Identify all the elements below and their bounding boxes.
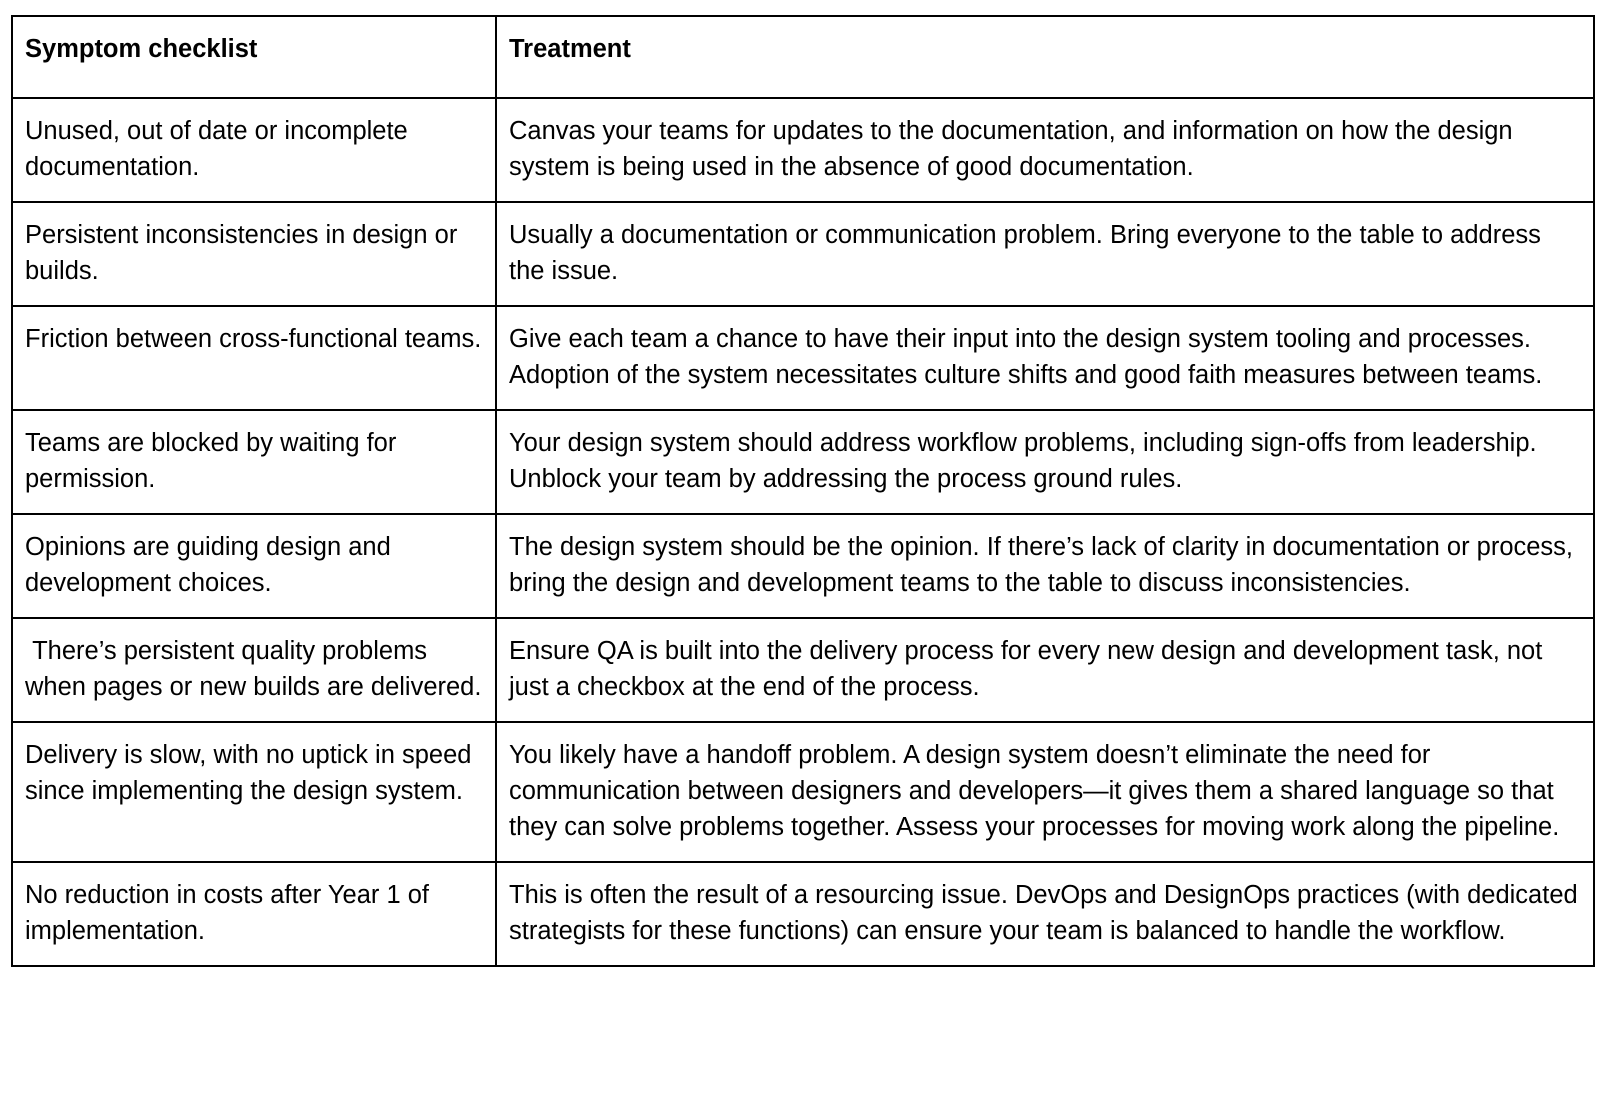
treatment-cell: The design system should be the opinion. If there’s lack of clarity in documentation or process, bring the design and development teams to the table to discuss inconsistencies. (496, 514, 1594, 618)
symptom-cell: No reduction in costs after Year 1 of implementation. (12, 862, 496, 966)
symptom-cell: Persistent inconsistencies in design or builds. (12, 202, 496, 306)
header-treatment: Treatment (496, 16, 1594, 98)
header-symptom-checklist: Symptom checklist (12, 16, 496, 98)
symptom-cell: There’s persistent quality problems when pages or new builds are delivered. (12, 618, 496, 722)
table-row (12, 306, 1594, 410)
symptom-cell: Teams are blocked by waiting for permission. (12, 410, 496, 514)
treatment-cell: Canvas your teams for updates to the documentation, and information on how the design system is being used in the absence of good documentation. (496, 98, 1594, 202)
table-row (12, 98, 1594, 202)
table-row (12, 514, 1594, 618)
treatment-cell: You likely have a handoff problem. A design system doesn’t eliminate the need for communication between designers and developers—it gives them a shared language so that they can solve problems together. Assess your processes for moving work along the pipeline. (496, 722, 1594, 862)
treatment-cell: Give each team a chance to have their input into the design system tooling and processes. Adoption of the system necessitates culture shifts and good faith measures between teams. (496, 306, 1594, 410)
treatment-cell: Your design system should address workflow problems, including sign-offs from leadership. Unblock your team by addressing the process ground rules. (496, 410, 1594, 514)
table-row (12, 202, 1594, 306)
symptom-cell: Delivery is slow, with no uptick in speed since implementing the design system. (12, 722, 496, 862)
symptom-cell: Unused, out of date or incomplete documentation. (12, 98, 496, 202)
table-row (12, 722, 1594, 862)
symptom-treatment-table (11, 15, 1595, 967)
symptom-cell: Opinions are guiding design and development choices. (12, 514, 496, 618)
table-header-row (12, 16, 1594, 98)
symptom-cell: Friction between cross-functional teams. (12, 306, 496, 410)
table-row (12, 862, 1594, 966)
treatment-cell: Ensure QA is built into the delivery process for every new design and development task, not just a checkbox at the end of the process. (496, 618, 1594, 722)
table-row (12, 410, 1594, 514)
treatment-cell: This is often the result of a resourcing issue. DevOps and DesignOps practices (with dedicated strategists for these functions) can ensure your team is balanced to handle the workflow. (496, 862, 1594, 966)
treatment-cell: Usually a documentation or communication problem. Bring everyone to the table to address the issue. (496, 202, 1594, 306)
table-row (12, 618, 1594, 722)
